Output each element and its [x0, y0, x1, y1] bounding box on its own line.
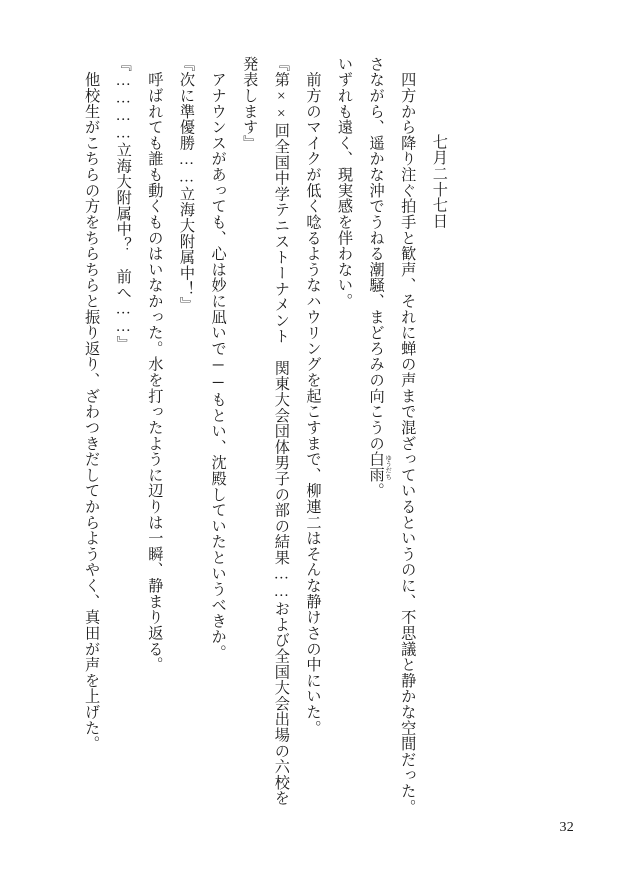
paragraph-3: 前方のマイクが低く唸るようなハウリングを起こすまで、柳連二はそんな静けさの中にいた。 [304, 56, 322, 736]
date-heading-label: 七月二十七日 [430, 134, 448, 229]
ruby-hakuu: 白雨 ゆうだち [367, 451, 392, 483]
page-body-text [46, 56, 574, 816]
paragraph-1: 四方から降り注ぐ拍手と歓声、それに蝉の声まで混ざっているというのに、不思議と静かな空間だった。さながら、遥かな沖でうねる潮騒、まどろみの向こうの白雨 ゆうだち。 [367, 56, 417, 815]
paragraph-4: 『第××回全国中学テニストーナメント 関東大会団体男子の部の結果……および全国大会出場の六校を発表します』 [241, 56, 290, 807]
paragraph-7: 呼ばれても誰も動くものはいなかった。水を打ったように辺りは一瞬、静まり返る。 [146, 56, 164, 673]
date-heading [423, 56, 455, 816]
paragraph-9: 他校生がこちらの方をちらちらと振り返り、ざわつきだしてからようやく、真田が声を上げた。 [83, 56, 101, 752]
paragraph-6: 『次に準優勝……立海大附属中！』 [177, 56, 195, 313]
ruby-reading-hakuu: ゆうだち [384, 451, 392, 483]
paragraph-8: 『…………立海大附属中？ 前へ……』 [114, 56, 132, 352]
paragraph-2: いずれも遠く、現実感を伴わない。 [336, 56, 354, 309]
paragraph-5: アナウンスがあっても、心は妙に凪いで──もとい、沈殿していたというべきか。 [209, 56, 227, 661]
page-number: 32 [559, 820, 574, 835]
